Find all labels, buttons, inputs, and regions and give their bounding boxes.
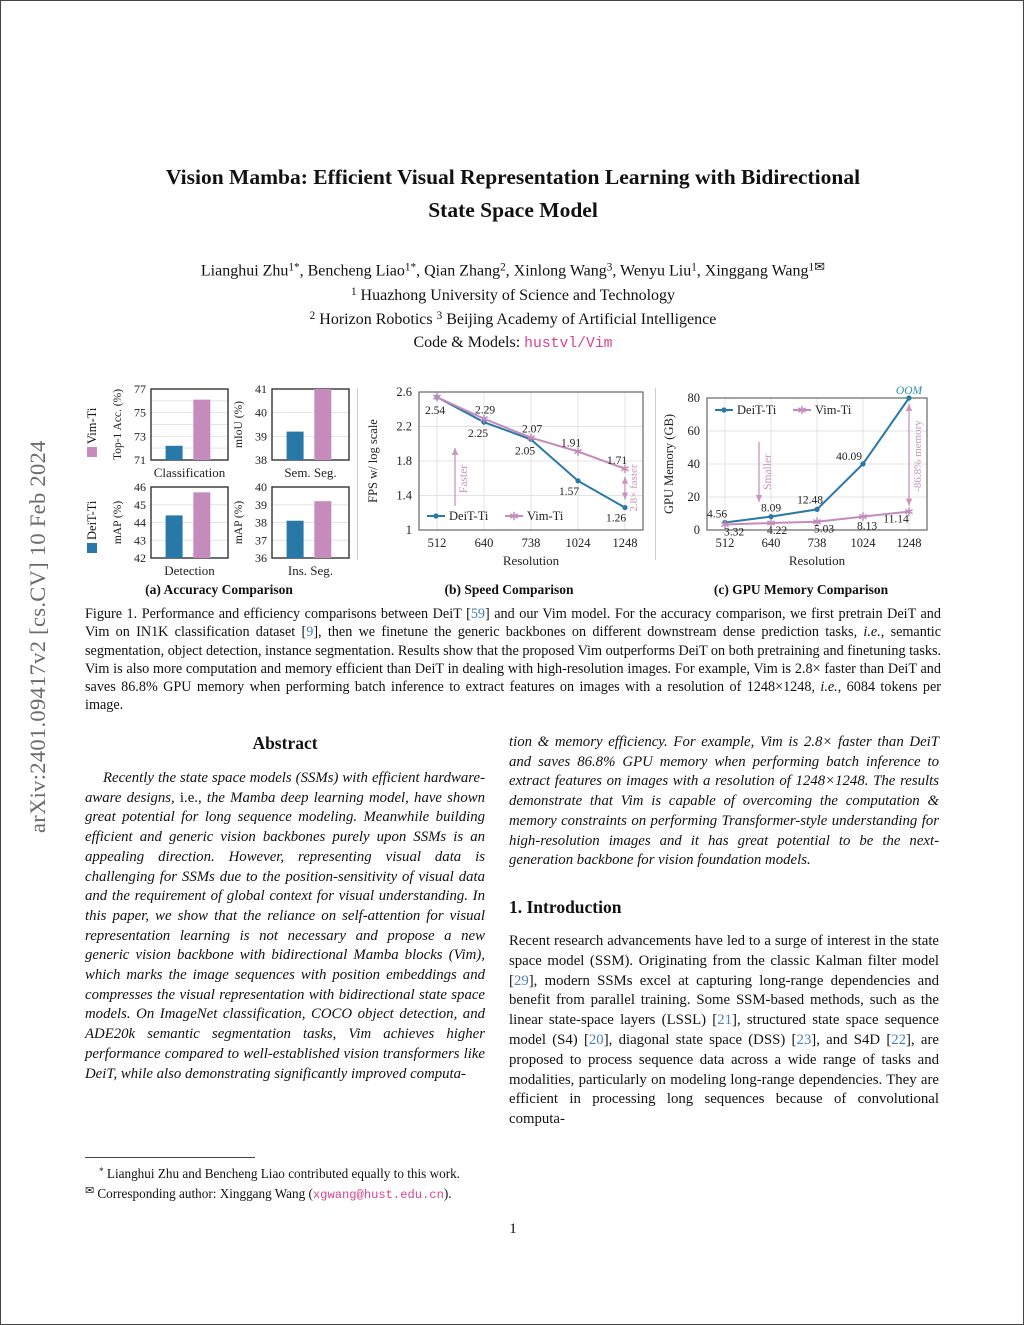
svg-text:Resolution: Resolution	[502, 553, 560, 568]
memory-line-chart	[661, 384, 941, 576]
author-line: Lianghui Zhu$^{1*}$, Bencheng Liao$^{1*}$, Qian Zhang$^2$, Xinlong Wang$^3$, Wenyu Liu$^1$, Xinggang Wang$^{1✉}$	[200, 259, 826, 280]
svg-text:mIoU (%): mIoU (%)	[233, 401, 245, 448]
footnote-equal-contribution: * Lianghui Zhu and Bencheng Liao contributed equally to this work.	[99, 1166, 460, 1182]
svg-text:Detection: Detection	[164, 563, 215, 578]
svg-text:DeiT-Ti: DeiT-Ti	[449, 509, 489, 523]
citation-link[interactable]: [20]	[583, 1031, 609, 1048]
svg-text:738: 738	[521, 536, 541, 550]
svg-text:Classification: Classification	[153, 465, 226, 480]
svg-text:Top-1 Acc. (%): Top-1 Acc. (%)	[112, 388, 124, 461]
citation-link[interactable]: [21]	[712, 1012, 737, 1029]
title-line-1: Vision Mamba: Efficient Visual Representation Learning with Bidirectional	[165, 165, 861, 189]
emphasis-text: i.e.	[863, 624, 881, 641]
paper-header	[1, 161, 1024, 352]
svg-text:1.91: 1.91	[560, 437, 582, 450]
svg-text:45: 45	[134, 497, 146, 512]
figure-1b-caption: (b) Speed Comparison	[444, 582, 574, 597]
figure-1a-accuracy	[85, 384, 353, 600]
figure-1b-speed	[365, 384, 653, 600]
bar-chart-sem-seg-	[232, 384, 353, 482]
svg-text:80: 80	[687, 391, 700, 405]
citation-link[interactable]: [29]	[509, 972, 534, 989]
svg-text:44: 44	[134, 515, 146, 530]
svg-text:2.54: 2.54	[424, 405, 446, 418]
figure-1c-memory	[661, 384, 941, 600]
svg-text:4.22: 4.22	[766, 525, 788, 538]
page-number: 1	[509, 1221, 517, 1237]
svg-text:Faster: Faster	[458, 464, 470, 494]
svg-text:512: 512	[715, 536, 735, 550]
svg-text:38: 38	[255, 453, 267, 467]
footnote-rule	[85, 1157, 255, 1158]
svg-text:2.8× faster: 2.8× faster	[628, 464, 640, 512]
svg-text:12.48: 12.48	[797, 494, 823, 507]
paper-title	[1, 161, 1024, 227]
introduction-heading: 1. Introduction	[509, 896, 622, 917]
superscript: 3	[606, 261, 613, 274]
superscript: 3	[436, 309, 443, 322]
svg-text:40: 40	[255, 482, 267, 494]
svg-text:60: 60	[687, 424, 700, 438]
superscript: 1	[691, 261, 697, 274]
svg-text:36: 36	[255, 551, 267, 565]
introduction-text: Recent research advancements have led to a surge of interest in the state space model (SSM). Originating from the classic Kalman filter model [29], modern SSMs excel at capturing long-range dependencies and benefit from parallel training. Some SSM-based methods, such as the linear state-space layers (LSSL) [21], structured state space sequence model (S4) [20], diagonal state space (DSS) [23], and S4D [22], are proposed to process sequence data across a wide range of tasks and modalities, particularly on modeling long-range dependencies. They are efficient in processing long sequences because of convolutional computa-	[509, 932, 939, 1128]
svg-text:2.25: 2.25	[467, 428, 489, 441]
citation-number: 21	[717, 1012, 733, 1029]
citation-link[interactable]: [22]	[886, 1031, 911, 1048]
citation-link[interactable]: [9]	[301, 624, 319, 641]
svg-text:1248: 1248	[612, 536, 638, 550]
envelope-icon: ✉	[85, 1184, 95, 1197]
citation-number: 29	[513, 972, 529, 989]
abstract-heading: Abstract	[252, 733, 318, 753]
legend-deit-ti	[85, 480, 103, 576]
superscript: 1	[350, 285, 357, 298]
svg-text:8.09: 8.09	[760, 502, 782, 515]
svg-text:38: 38	[255, 515, 267, 530]
svg-text:GPU Memory (GB): GPU Memory (GB)	[662, 414, 676, 514]
svg-text:2.2: 2.2	[396, 419, 412, 434]
figure-1	[85, 384, 941, 600]
abstract-continuation: tion & memory efficiency. For example, Vim is 2.8× faster than DeiT and saves 86.8% GPU memory when performing batch inference to extract features on images with a resolution of 1248×1248. The results demonstrate that Vim is capable of overcoming the computation & memory constraints on performing Transformer-style understanding for high-resolution images and it has great potential to be the next-generation backbone for vision foundation models.	[509, 734, 939, 869]
svg-text:40: 40	[255, 405, 267, 420]
svg-text:Vim-Ti: Vim-Ti	[815, 403, 852, 417]
svg-text:1024: 1024	[850, 536, 876, 550]
svg-text:41: 41	[255, 384, 267, 396]
superscript: *	[99, 1166, 104, 1176]
svg-text:8.13: 8.13	[856, 520, 878, 533]
figure-1c-caption: (c) GPU Memory Comparison	[713, 582, 889, 597]
accuracy-bar-grid	[111, 384, 353, 580]
citation-number: 20	[588, 1031, 604, 1048]
svg-text:2.07: 2.07	[521, 423, 543, 436]
svg-text:mAP (%): mAP (%)	[112, 500, 124, 545]
svg-text:1: 1	[405, 523, 412, 537]
superscript: 1	[808, 261, 815, 274]
left-column	[85, 733, 485, 1203]
svg-text:1024: 1024	[565, 536, 591, 550]
bar-chart-ins-seg-	[232, 482, 353, 580]
svg-text:40.09: 40.09	[836, 450, 862, 463]
citation-link[interactable]: [59]	[466, 606, 490, 622]
superscript: 1*	[404, 261, 417, 274]
bar-chart-classification	[111, 384, 232, 482]
superscript: 2	[500, 261, 506, 274]
bar-chart-detection	[111, 482, 232, 580]
svg-text:Sem. Seg.: Sem. Seg.	[284, 465, 337, 480]
svg-text:1248: 1248	[896, 536, 922, 550]
citation-link[interactable]: [23]	[791, 1031, 817, 1048]
legend-deit-label: DeiT-Ti	[85, 500, 99, 540]
panel-divider	[655, 388, 656, 560]
title-line-2: State Space Model	[428, 198, 598, 222]
affiliation-2: $^2$ Horizon Robotics $^3$ Beijing Academy of Artificial Intelligence	[309, 309, 717, 328]
emphasis-text: i.e.	[820, 679, 838, 696]
svg-text:40: 40	[687, 457, 700, 471]
svg-text:640: 640	[761, 536, 781, 550]
right-column	[509, 733, 939, 1130]
svg-text:39: 39	[255, 429, 267, 444]
svg-text:73: 73	[134, 429, 146, 444]
superscript: 1*	[288, 261, 300, 274]
figure-1-text-caption: Figure 1. Performance and efficiency comparisons between DeiT [59] and our Vim model. For the accuracy comparison, we first pretrain DeiT and Vim on IN1K classification dataset [9], then we finetune the generic backbones on different downstream dense prediction tasks, i.e., semantic segmentation, object detection, instance segmentation. Results show that the proposed Vim outperforms DeiT on both pretraining and finetuning tasks. Vim is also more computation and memory efficient than DeiT in dealing with high-resolution images. For example, Vim is 2.8× faster than DeiT and saves 86.8% GPU memory when performing batch inference to extract features on images with a resolution of 1248×1248, i.e., 6084 tokens per image.	[85, 606, 942, 714]
svg-text:4.56: 4.56	[706, 508, 728, 521]
superscript: 2	[309, 309, 316, 322]
footnote-corresponding-author: ✉ Corresponding author: Xinggang Wang (xgwang@hust.edu.cn).	[85, 1184, 452, 1202]
legend-vim-label: Vim-Ti	[85, 407, 99, 445]
svg-text:20: 20	[687, 490, 700, 504]
svg-text:37: 37	[255, 533, 267, 548]
vim-ti-swatch	[87, 447, 97, 457]
speed-line-chart	[365, 384, 653, 576]
svg-text:OOM: OOM	[895, 385, 923, 397]
svg-text:Ins. Seg.: Ins. Seg.	[287, 563, 334, 578]
svg-text:2.29: 2.29	[474, 404, 496, 417]
svg-text:46: 46	[134, 482, 146, 494]
svg-text:3.32: 3.32	[723, 526, 745, 539]
svg-text:1.26: 1.26	[605, 512, 627, 525]
svg-text:Vim-Ti: Vim-Ti	[527, 509, 564, 523]
svg-text:mAP (%): mAP (%)	[233, 500, 245, 545]
svg-text:75: 75	[134, 405, 146, 420]
svg-text:738: 738	[807, 536, 827, 550]
svg-text:43: 43	[134, 533, 146, 548]
svg-text:640: 640	[474, 536, 494, 550]
svg-text:42: 42	[134, 551, 146, 565]
svg-text:71: 71	[134, 453, 146, 467]
citation-number: 22	[891, 1031, 907, 1048]
hyperlink[interactable]: xgwang@hust.edu.cn	[312, 1187, 444, 1202]
svg-text:39: 39	[255, 497, 267, 512]
hyperlink[interactable]: hustvl/Vim	[524, 335, 613, 352]
svg-text:Resolution: Resolution	[788, 553, 846, 568]
svg-text:2.05: 2.05	[514, 445, 536, 458]
svg-text:DeiT-Ti: DeiT-Ti	[737, 403, 777, 417]
citation-number: 9	[306, 624, 314, 641]
abstract-text: Recently the state space models (SSMs) with efficient hardware-aware designs, i.e., the Mamba deep learning model, have shown great potential for long sequence modeling. Meanwhile building efficient and generic vision backbones purely upon SSMs is an appealing direction. However, representing visual data is challenging for SSMs due to the position-sensitivity of visual data and the requirement of global context for visual understanding. In this paper, we show that the reliance on self-attention for visual representation learning is not necessary and propose a new generic vision backbone with bidirectional Mamba blocks (Vim), which marks the image sequences with position embeddings and compresses the visual representation with bidirectional state space models. On ImageNet classification, COCO object detection, and ADE20k semantic segmentation tasks, Vim achieves higher performance compared to well-established vision transformers like DeiT, while also demonstrating significantly improved computa-	[85, 770, 485, 1082]
svg-text:1.8: 1.8	[396, 454, 412, 468]
svg-text:-86.8% memory: -86.8% memory	[912, 420, 924, 492]
deit-ti-swatch	[87, 543, 97, 553]
svg-text:0: 0	[693, 523, 700, 537]
envelope-icon: ✉	[814, 259, 826, 274]
affiliation-1: $^1$ Huazhong University of Science and Technology	[350, 285, 676, 304]
panel-divider	[357, 388, 358, 560]
legend-vim-ti	[85, 390, 103, 478]
svg-text:FPS w/ log scale: FPS w/ log scale	[366, 419, 380, 503]
svg-text:11.14: 11.14	[883, 513, 909, 526]
footnote	[85, 1157, 485, 1204]
figure-1a-caption: (a) Accuracy Comparison	[145, 582, 293, 597]
svg-text:512: 512	[427, 536, 447, 550]
svg-text:77: 77	[134, 384, 146, 396]
arxiv-watermark: arXiv:2401.09417v2 [cs.CV] 10 Feb 2024	[25, 440, 50, 834]
svg-text:1.57: 1.57	[558, 485, 580, 498]
code-models-line: Code & Models: hustvl/Vim	[413, 333, 613, 352]
svg-text:5.03: 5.03	[813, 523, 835, 536]
citation-number: 23	[796, 1031, 812, 1048]
svg-text:1.71: 1.71	[606, 454, 628, 467]
svg-text:2.6: 2.6	[396, 385, 412, 399]
citation-number: 59	[470, 606, 485, 622]
svg-text:Smaller: Smaller	[762, 454, 774, 490]
svg-text:1.4: 1.4	[396, 488, 412, 503]
roman-text: i.e.	[179, 789, 198, 806]
